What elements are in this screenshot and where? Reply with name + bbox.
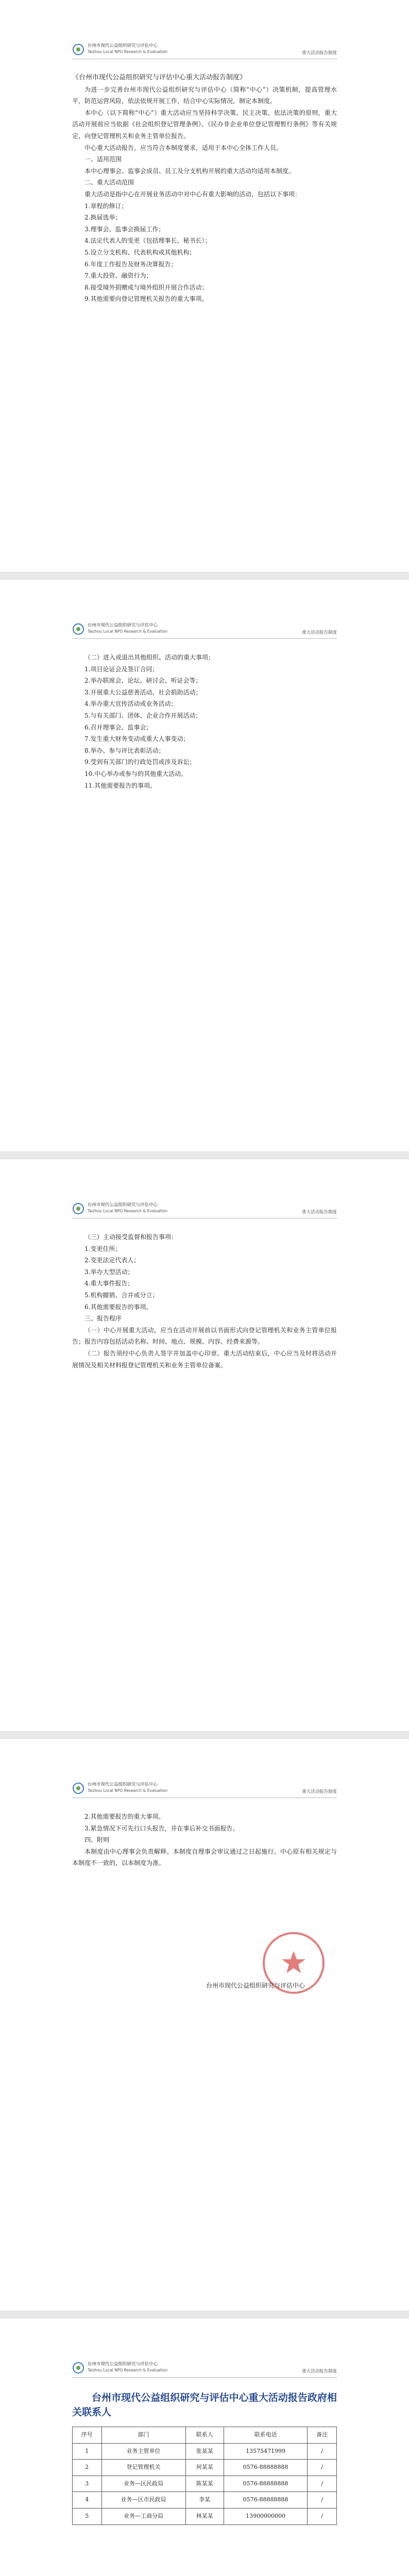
table-row: 1 业务主管单位 张某某 13575471999 / [73, 2443, 337, 2460]
org-name-en: Taizhou Local NPO Research & Evaluation [88, 1209, 168, 1213]
org-logo-icon [72, 1202, 84, 1215]
paragraph: （三）主动接受监督和报告事项： [84, 1233, 178, 1241]
page-header [72, 1780, 337, 1798]
paragraph: 9.受到有关部门的行政处罚或涉及诉讼； [84, 758, 196, 766]
page-2-body [72, 652, 337, 791]
list-item: 7.重大投资、融资行为； [84, 272, 152, 280]
org-name-cn: 台州市现代公益组织研究与评估中心 [88, 623, 158, 628]
column-header: 部门 [101, 2427, 185, 2444]
page-3 [0, 1159, 409, 1731]
paragraph: 11.其他需要报告的事项。 [84, 782, 157, 789]
paragraph: 2.其他需要报告的重大事项。 [84, 1813, 165, 1820]
org-name-cn: 台州市现代公益组织研究与评估中心 [88, 2362, 158, 2367]
column-header: 联系人 [185, 2427, 224, 2444]
column-header: 备注 [308, 2427, 337, 2444]
paragraph: 3.举办大型活动； [84, 1268, 134, 1276]
page-5-body [72, 2391, 337, 2525]
section-heading: 四、附则 [84, 1836, 110, 1844]
list-item: 9.其他需要向登记管理机关报告的重大事项。 [84, 295, 208, 303]
header-right-text: 重大活动报告制度 [301, 1789, 337, 1794]
page-4-body [72, 1811, 337, 1869]
page-header [72, 1200, 337, 1218]
org-name-cn: 台州市现代公益组织研究与评估中心 [88, 1202, 158, 1208]
org-name-en: Taizhou Local NPO Research & Evaluation [88, 629, 168, 634]
paragraph: 4.举办重大宣传活动或业务活动； [84, 700, 177, 708]
page-1 [0, 0, 409, 572]
column-header: 序号 [73, 2427, 102, 2444]
paragraph: 6.其他需要报告的事项。 [84, 1303, 152, 1311]
org-name-en: Taizhou Local NPO Research & Evaluation [88, 2368, 168, 2372]
header-right-text: 重大活动报告制度 [301, 2369, 337, 2374]
contacts-title: 台州市现代公益组织研究与评估中心重大活动报告政府相关联系人 [72, 2392, 337, 2418]
column-header: 联系电话 [224, 2427, 308, 2444]
paragraph: 3.开展重大公益慈善活动、社会捐助活动； [84, 688, 202, 696]
page-header [72, 2360, 337, 2378]
page-header [72, 621, 337, 639]
signature-org: 台州市现代公益组织研究与评估中心 [206, 1982, 305, 1989]
org-logo-icon [72, 1782, 84, 1794]
header-right-text: 重大活动报告制度 [301, 630, 337, 635]
paragraph: 2.变更法定代表人； [84, 1257, 140, 1264]
paragraph: 10.中心举办或参与的其他重大活动。 [84, 770, 188, 777]
page-4 [0, 1739, 409, 2311]
paragraph: 7.发生重大财务变动或重大人事变动； [84, 735, 190, 743]
list-item: 1.章程的修订； [84, 202, 128, 210]
section-heading: 三、报告程序 [84, 1315, 122, 1323]
page-1-body [72, 72, 337, 305]
paragraph: 本制度由中心理事会负责解释。本制度自理事会审议通过之日起施行。中心原有相关规定与本制度不一致的，以本制度为准。 [72, 1848, 337, 1867]
list-item: 4.法定代表人的变更（包括理事长、秘书长）； [84, 237, 211, 245]
page-header [72, 41, 337, 59]
paragraph: 为进一步完善台州市现代公益组织研究与评估中心（简称“中心”）决策机制，提高管理水平，防范运营风险，依法依规开展工作，结合中心实际情况，制定本制度。 [72, 86, 337, 105]
org-logo-icon [72, 2362, 84, 2374]
org-name-en: Taizhou Local NPO Research & Evaluation [88, 1788, 168, 1793]
org-name-cn: 台州市现代公益组织研究与评估中心 [88, 1782, 158, 1787]
page-3-body [72, 1231, 337, 1371]
header-right-text: 重大活动报告制度 [301, 1210, 337, 1215]
list-item: 3.理事会、监事会换届工作； [84, 225, 165, 233]
list-item: 8.接受境外捐赠或与境外组织开展合作活动； [84, 283, 208, 291]
org-logo-icon [72, 623, 84, 635]
paragraph: 5.机构撤销、合并或分立； [84, 1291, 159, 1299]
paragraph: 本中心（以下简称“中心”）重大活动应当坚持科学决策、民主决策、依法决策的原则，重大活动开展前应当依据《社会组织登记管理条例》、《民办非企业单位登记管理暂行条例》等有关规定，向登记管理机关和业务主管单位报告。 [72, 109, 337, 140]
paragraph: 5.与有关部门、团体、企业合作开展活动； [84, 711, 202, 719]
paragraph: 4.重大事件报告； [84, 1280, 134, 1287]
paragraph: 8.举办、参与评比表彰活动； [84, 747, 165, 754]
section-heading: 一、适用范围 [84, 156, 122, 163]
paragraph: 重大活动是指中心在开展业务活动中对中心有重大影响的活动，包括以下事项： [84, 190, 301, 198]
paragraph: 2.举办联席会、论坛、研讨会、听证会等； [84, 677, 202, 685]
paragraph: 中心重大活动报告，应当符合本制度要求，适用于本中心全体工作人员。 [84, 144, 283, 151]
contacts-table [72, 2427, 337, 2525]
paragraph: 1.项目论证会及签订合同； [84, 665, 159, 673]
paragraph: （一）中心开展重大活动，应当在活动开展前以书面形式向登记管理机关和业务主管单位报告；报告内容包括活动名称、时间、地点、规模、内容、经费来源等。 [72, 1326, 337, 1346]
list-item: 6.年度工作报告及财务决算报告； [84, 260, 177, 268]
document-title: 《台州市现代公益组织研究与评估中心重大活动报告制度》 [72, 74, 247, 81]
paragraph: 本中心理事会、监事会成员、员工及分支机构开展的重大活动均适用本制度。 [84, 167, 295, 175]
org-name-cn: 台州市现代公益组织研究与评估中心 [88, 43, 158, 48]
paragraph: 6.召开理事会、监事会； [84, 723, 152, 731]
paragraph: （二）进入或退出其他组织、活动的重大事项； [84, 654, 215, 661]
list-item: 5.设立分支机构、代表机构或其他机构； [84, 248, 196, 256]
paragraph: 3.紧急情况下可先行口头报告，并在事后补交书面报告。 [84, 1824, 239, 1832]
table-row: 4 业务—区市民政局 李某 0576-88888888 / [73, 2492, 337, 2509]
table-row: 3 业务—区民政局 陈某某 0576-88888888 / [73, 2476, 337, 2492]
section-heading: 二、重大活动范围 [84, 179, 134, 187]
page-2 [0, 580, 409, 1151]
paragraph: （二）报告须经中心负责人签字并加盖中心印章。重大活动结束后，中心应当及时将活动开展情况及相关材料报登记管理机关和业务主管单位备案。 [72, 1349, 337, 1369]
list-item: 2.换届选举； [84, 214, 122, 222]
table-row: 2 登记管理机关 何某某 0576-88888888 / [73, 2460, 337, 2476]
org-logo-icon [72, 43, 84, 56]
paragraph: 1.变更住所； [84, 1245, 122, 1252]
table-row: 5 业务—工商分局 林某某 13900000000 / [73, 2508, 337, 2524]
page-5 [0, 2318, 409, 2576]
org-name-en: Taizhou Local NPO Research & Evaluation [88, 49, 168, 54]
header-right-text: 重大活动报告制度 [301, 50, 337, 56]
